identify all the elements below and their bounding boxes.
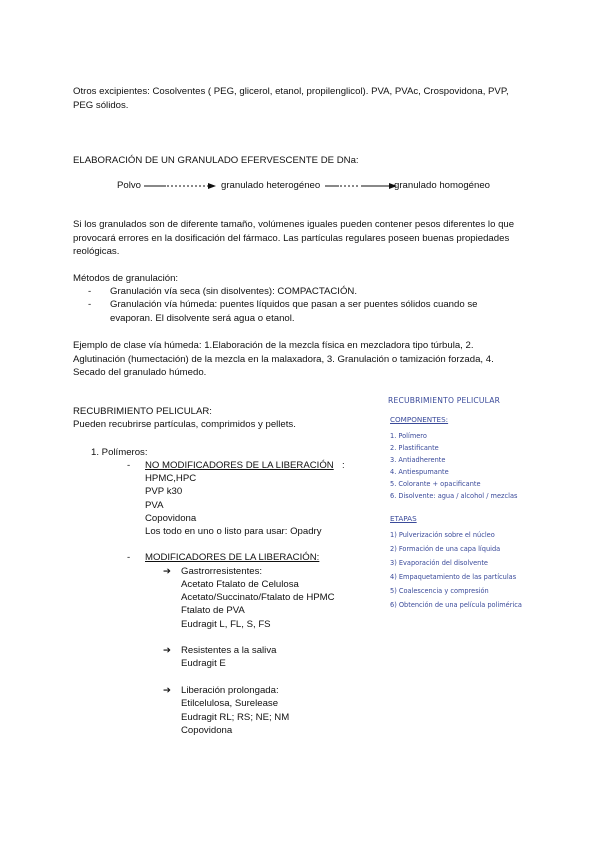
liberacion-prolongada-heading: Liberación prolongada: [181, 685, 279, 696]
list-item: PVP k30 [145, 486, 183, 497]
list-item: 5) Coalescencia y compresión [390, 587, 489, 595]
process-step-3: granulado homogéneo [394, 180, 491, 191]
list-item: 2. Plastificante [390, 444, 439, 452]
list-item: PVA [145, 500, 164, 511]
process-flow [117, 179, 537, 193]
list-item: 6) Obtención de una película polimérica [390, 601, 522, 609]
resistentes-saliva-heading: Resistentes a la saliva [181, 645, 277, 656]
metodos-heading: Métodos de granulación: [73, 273, 179, 284]
list-item: Copovidona [181, 725, 233, 736]
list-item: 1. Polímero [390, 432, 427, 440]
elaboracion-heading: ELABORACIÓN DE UN GRANULADO EFERVESCENTE DE DNa: [73, 155, 359, 166]
arrow-right-icon: ➔ [163, 566, 172, 577]
arrow-icon [144, 180, 218, 192]
list-item: 5. Colorante + opacificante [390, 480, 481, 488]
list-item: 1) Pulverización sobre el núcleo [390, 531, 495, 539]
list-item: 4. Antiespumante [390, 468, 449, 476]
bullet-dash: - [127, 460, 131, 471]
no-modificadores-heading: NO MODIFICADORES DE LA LIBERACIÓN [145, 460, 334, 471]
polimeros-label: 1. Polímeros: [91, 447, 148, 458]
process-step-2: granulado heterogéneo [221, 180, 321, 191]
modificadores-heading: MODIFICADORES DE LA LIBERACIÓN: [145, 552, 320, 563]
otros-excipientes-paragraph: Otros excipientes: Cosolventes ( PEG, glicerol, etanol, propilenglicol). PVA, PVAc, Crospovidona, PVP, PEG sólidos. [73, 86, 509, 111]
arrow-right-icon: ➔ [163, 645, 172, 656]
list-item: 3. Antiadherente [390, 456, 446, 464]
list-item: Eudragit RL; RS; NE; NM [181, 712, 290, 723]
recubrimiento-subtitle: Pueden recubrirse partículas, comprimidos y pellets. [73, 419, 296, 430]
list-item: Acetato/Succinato/Ftalato de HPMC [181, 592, 335, 603]
list-item: Etilcelulosa, Surelease [181, 698, 279, 709]
arrow-right-icon: ➔ [163, 685, 172, 696]
ejemplo-paragraph: Ejemplo de clase vía húmeda: 1.Elaboración de la mezcla física en mezcladora tipo túrbula, 2. Aglutinación (humectación) de la mezcla en la malaxadora, 3. Granulación o tamización forzada, 4. Secado del granulado húmedo. [73, 340, 494, 378]
list-item: Acetato Ftalato de Celulosa [181, 579, 299, 590]
process-step-1: Polvo [117, 180, 141, 191]
gastrorresistentes-heading: Gastrorresistentes: [181, 566, 263, 577]
componentes-heading: COMPONENTES: [390, 415, 449, 424]
recubrimiento-heading: RECUBRIMIENTO PELICULAR: [73, 406, 212, 417]
etapas-heading: ETAPAS [390, 514, 417, 523]
list-item: HPMC,HPC [145, 473, 197, 484]
list-item: 3) Evaporación del disolvente [390, 559, 488, 567]
list-item: Ftalato de PVA [181, 605, 245, 616]
list-item: Copovidona [145, 513, 197, 524]
granulados-paragraph: Si los granulados son de diferente tamaño, volúmenes iguales pueden contener pesos diferentes lo que provocará errores en la dosificación del fármaco. Las partículas regulares poseen buenas propiedades reológicas. [73, 219, 515, 257]
list-item: Los todo en uno o listo para usar: Opadry [145, 526, 322, 537]
list-item: Eudragit L, FL, S, FS [181, 619, 271, 630]
list-item: 2) Formación de una capa líquida [390, 545, 501, 553]
card-title: RECUBRIMIENTO PELICULAR [388, 396, 501, 405]
list-item: 6. Disolvente: agua / alcohol / mezclas [390, 492, 518, 500]
bullet-dash: - [127, 552, 131, 563]
arrow-icon [325, 180, 399, 192]
list-item: Eudragit E [181, 658, 226, 669]
list-item: 4) Empaquetamiento de las partículas [390, 573, 517, 581]
